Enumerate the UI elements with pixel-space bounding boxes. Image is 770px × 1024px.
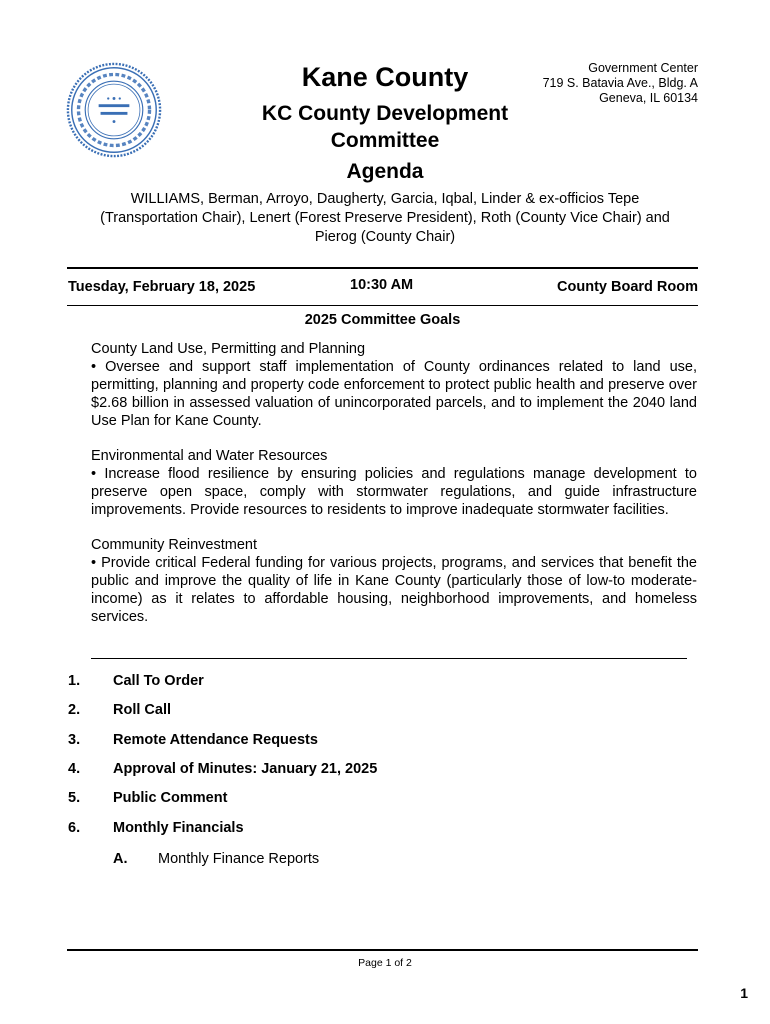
agenda-item	[68, 761, 377, 777]
meeting-room: County Board Room	[557, 279, 698, 295]
sub-item-letter: A.	[113, 851, 128, 867]
agenda-item	[68, 702, 171, 718]
address-line: Geneva, IL 60134	[599, 91, 698, 105]
goal-text: • Provide critical Federal funding for various projects, programs, and services that benefit the public and improve the quality of life in Kane County (particularly those of low-to moderate- income) as it relates to affordable housing, neighborhood improvements, and homeless services.	[91, 555, 697, 625]
agenda-item-number: 3.	[68, 732, 81, 748]
goal-block	[91, 447, 697, 519]
meeting-date: Tuesday, February 18, 2025	[68, 279, 256, 295]
footer-divider	[67, 949, 698, 951]
agenda-item	[68, 732, 318, 748]
agenda-item	[68, 820, 244, 836]
divider	[67, 267, 698, 269]
agenda-item-number: 4.	[68, 761, 81, 777]
meeting-time: 10:30 AM	[350, 277, 414, 293]
county-title: Kane County	[301, 62, 469, 92]
page-footer: Page 1 of 2	[358, 957, 412, 969]
agenda-item-label: Call To Order	[113, 673, 204, 689]
goals-title: 2025 Committee Goals	[304, 312, 461, 328]
agenda-item	[68, 790, 227, 806]
agenda-item-number: 5.	[68, 790, 81, 806]
agenda-item-number: 6.	[68, 820, 81, 836]
address-line: 719 S. Batavia Ave., Bldg. A	[542, 76, 698, 90]
agenda-title: Agenda	[346, 160, 424, 183]
agenda-item-number: 2.	[68, 702, 81, 718]
agenda-item-label: Remote Attendance Requests	[113, 732, 318, 748]
page-number: 1	[740, 985, 748, 1001]
agenda-item	[68, 673, 204, 689]
county-seal-logo	[66, 62, 162, 158]
committee-title: KC County Development Committee	[261, 102, 509, 152]
goal-text: • Oversee and support staff implementation of County ordinances related to land use, permitting, planning and property code enforcement to protect public health and preserve over $2.68 billion in assessed valuation of unincorporated parcels, and to implement the 2040 land Use Plan for Kane County.	[91, 359, 697, 429]
divider	[91, 658, 687, 659]
agenda-item-number: 1.	[68, 673, 81, 689]
address-line: Government Center	[588, 61, 698, 75]
goal-heading: Environmental and Water Resources	[91, 448, 328, 464]
address-block	[543, 61, 698, 106]
goal-heading: County Land Use, Permitting and Planning	[91, 341, 366, 357]
goal-block	[91, 340, 697, 430]
goal-heading: Community Reinvestment	[91, 537, 257, 553]
agenda-item-label: Approval of Minutes: January 21, 2025	[113, 761, 378, 777]
goal-text: • Increase flood resilience by ensuring policies and regulations manage development to preserve open space, comply with stormwater regulations, and guide infrastructure improvements. Provide resources to residents to improve inadequate stormwater facilities.	[91, 466, 697, 518]
agenda-item-label: Public Comment	[113, 790, 228, 806]
agenda-sub-item	[113, 851, 319, 867]
agenda-item-label: Roll Call	[113, 702, 172, 718]
agenda-item-label: Monthly Financials	[113, 820, 244, 836]
committee-members: WILLIAMS, Berman, Arroyo, Daugherty, Garcia, Iqbal, Linder & ex-officios Tepe (Transportation Chair), Lenert (Forest Preserve President), Roth (County Vice Chair) and Pierog (County Chair)	[100, 191, 670, 245]
divider	[67, 305, 698, 306]
goal-block	[91, 536, 697, 626]
sub-item-label: Monthly Finance Reports	[158, 851, 320, 867]
